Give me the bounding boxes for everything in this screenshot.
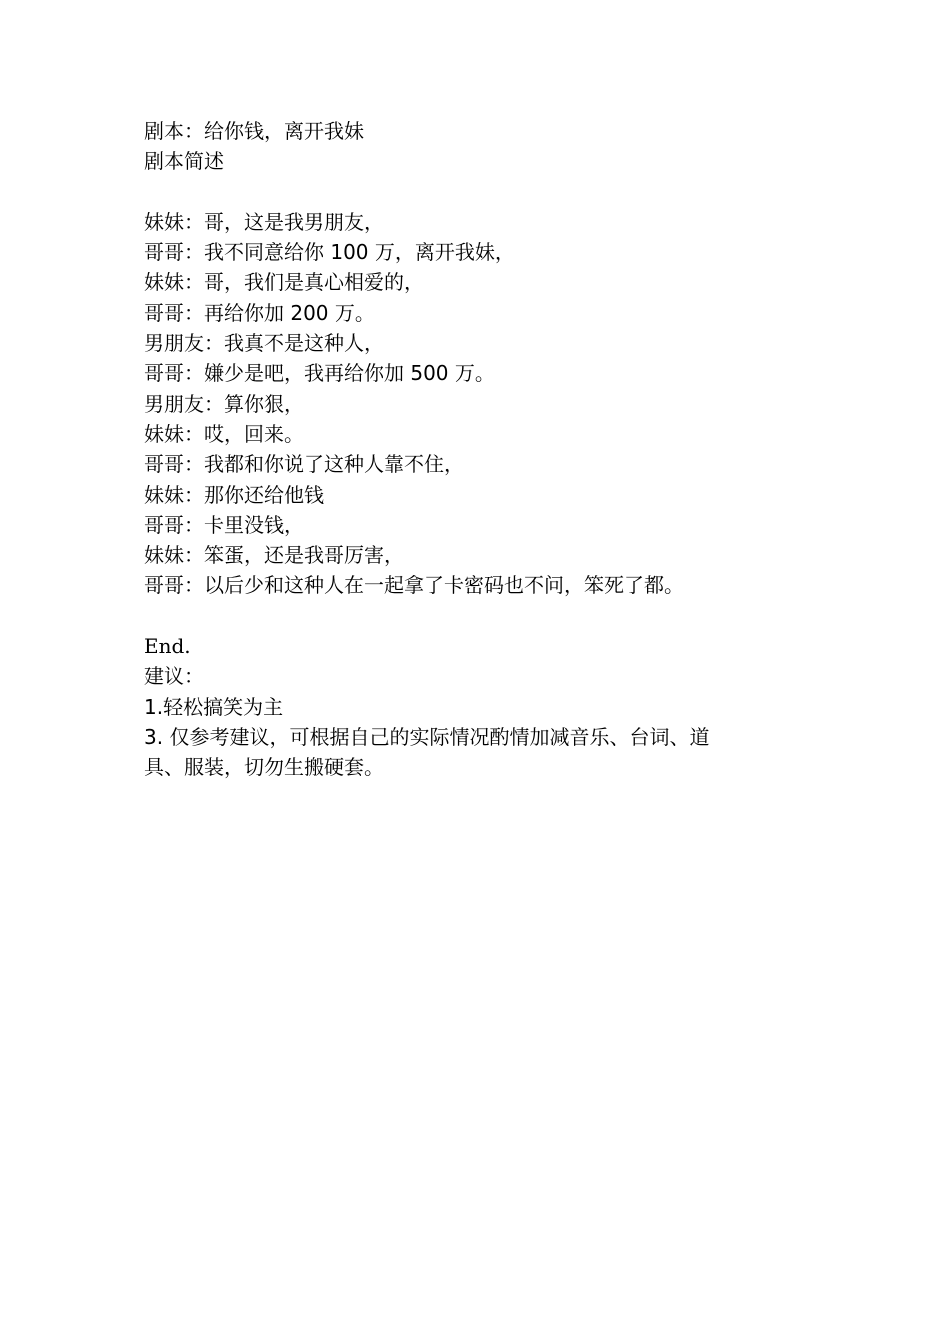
dialogue-line: 妹妹：哎，回来。 <box>144 421 304 446</box>
dialogue-line: 男朋友：我真不是这种人， <box>144 331 384 356</box>
dialogue-line: 哥哥：再给你加 200 万。 <box>144 300 375 325</box>
script-subtitle: 剧本简述 <box>144 149 224 174</box>
dialogue-line: 男朋友：算你狠， <box>144 391 304 416</box>
dialogue-line: 哥哥：我都和你说了这种人靠不住， <box>144 452 464 477</box>
blank-line <box>144 601 744 631</box>
dialogue-line: 妹妹：哥，我们是真心相爱的， <box>144 270 424 295</box>
dialogue-line: 妹妹：哥，这是我男朋友， <box>144 209 384 234</box>
blank-line <box>144 177 744 207</box>
dialogue-line: 哥哥：我不同意给你 100 万，离开我妹， <box>144 240 515 265</box>
dialogue-line: 哥哥：卡里没钱， <box>144 512 304 537</box>
suggestion-item: 3. 仅参考建议，可根据自己的实际情况酌情加减音乐、台词、道具、服装，切勿生搬硬套。 <box>144 724 710 780</box>
suggestion-item: 1.轻松搞笑为主 <box>144 694 284 719</box>
end-marker: End. <box>144 634 191 659</box>
dialogue-line: 哥哥：以后少和这种人在一起拿了卡密码也不问，笨死了都。 <box>144 573 684 598</box>
dialogue-line: 妹妹：笨蛋，还是我哥厉害， <box>144 543 404 568</box>
dialogue-line: 妹妹：那你还给他钱 <box>144 482 324 507</box>
document-page <box>144 116 744 783</box>
dialogue-list <box>144 207 744 601</box>
script-title: 剧本：给你钱，离开我妹 <box>144 119 364 143</box>
dialogue-line: 哥哥：嫌少是吧，我再给你加 500 万。 <box>144 361 495 386</box>
suggestions-heading: 建议： <box>144 664 204 689</box>
